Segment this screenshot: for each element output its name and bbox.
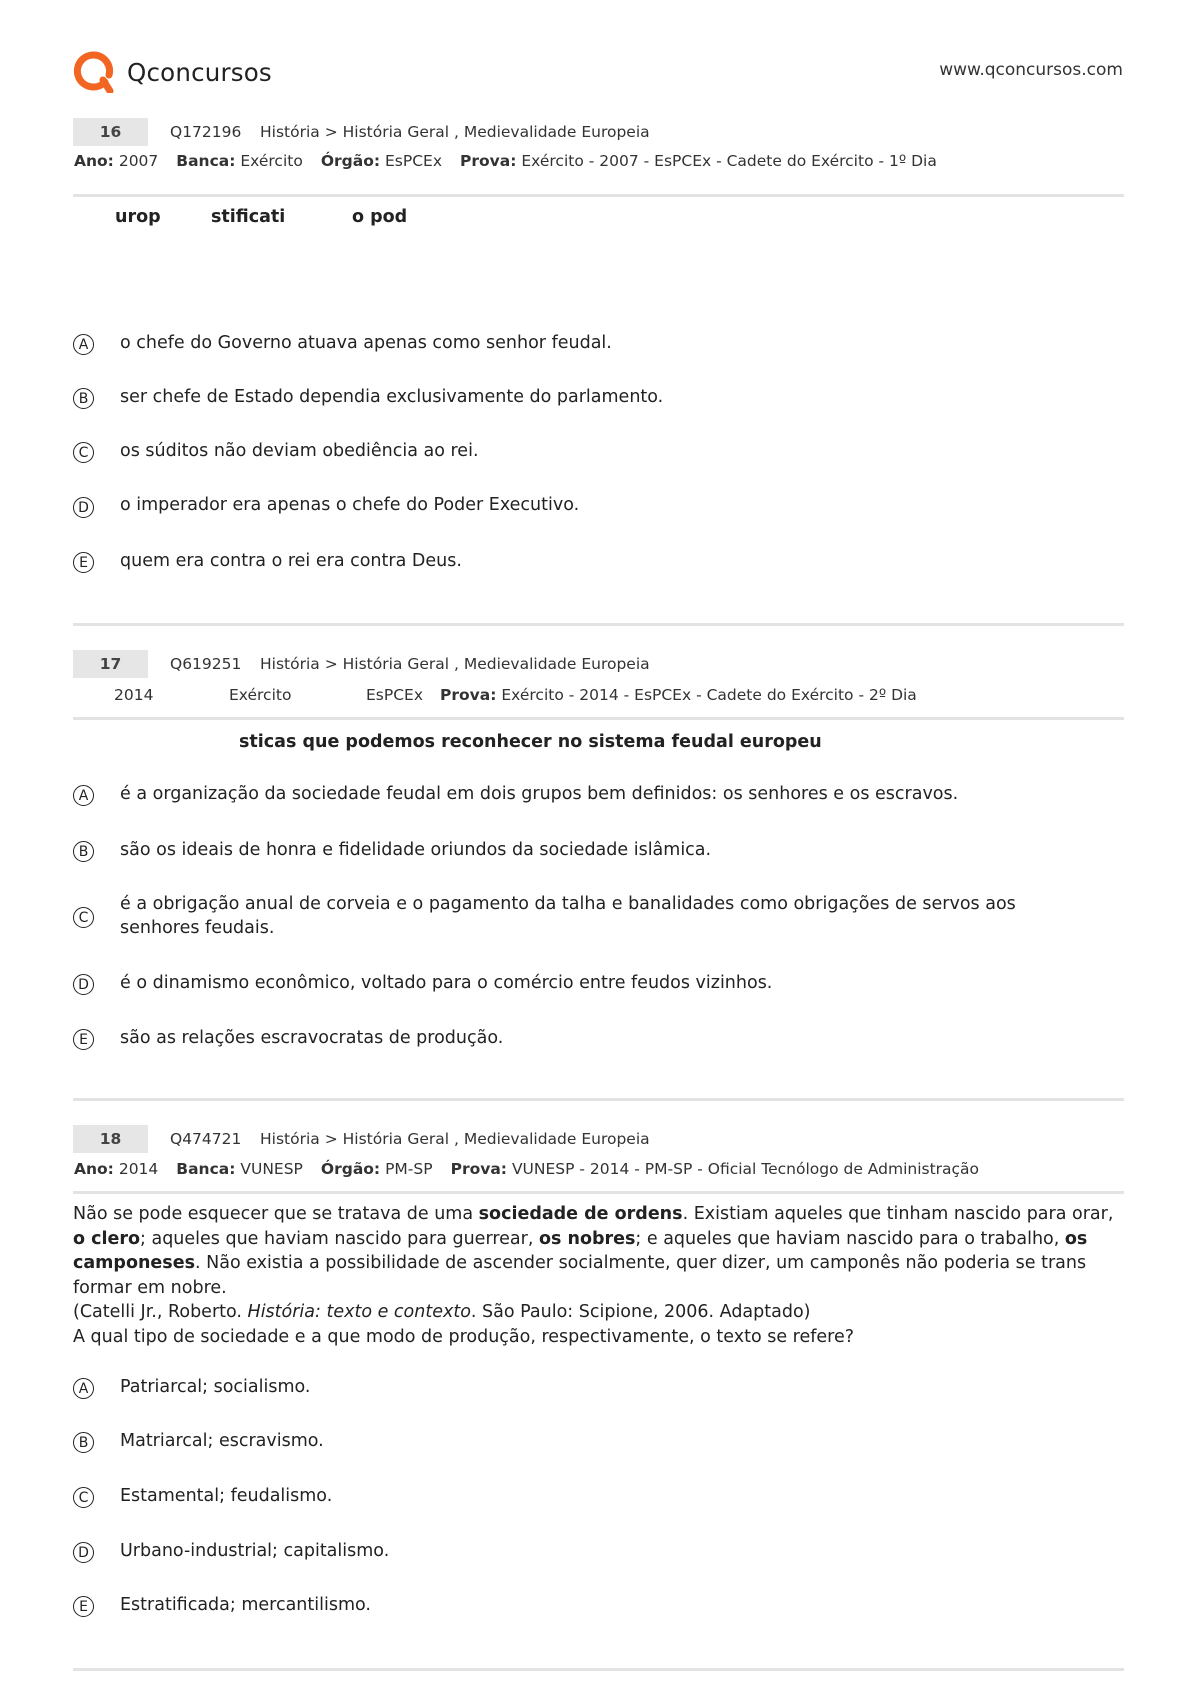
statement-text: ; aqueles que haviam nascido para guerrear, — [140, 1228, 539, 1249]
option-c-marker[interactable]: C — [73, 907, 94, 928]
site-url[interactable]: www.qconcursos.com — [939, 60, 1123, 80]
option-e-text[interactable]: são as relações escravocratas de produção. — [120, 1028, 504, 1048]
orgao-label: Órgão: — [320, 152, 381, 170]
option-b-text[interactable]: são os ideais de honra e fidelidade oriundos da sociedade islâmica. — [120, 840, 712, 860]
prova-label: Prova: — [440, 686, 497, 704]
option-c-text[interactable]: Estamental; feudalismo. — [120, 1486, 333, 1506]
option-d-marker[interactable]: D — [73, 1542, 94, 1563]
question-details — [74, 152, 937, 170]
banca-label: Banca: — [176, 152, 236, 170]
ano-value: 2007 — [118, 152, 159, 170]
statement-text: Não se pode esquecer que se tratava de uma — [73, 1204, 479, 1224]
citation: . São Paulo: Scipione, 2006. Adaptado) — [470, 1302, 811, 1322]
statement-text: ; e aqueles que haviam nascido para o trabalho, — [635, 1228, 1065, 1249]
banca-label: Banca: — [176, 1160, 236, 1178]
banca-value: Exército — [240, 152, 303, 170]
divider — [73, 194, 1124, 197]
prova-value: Exército - 2007 - EsPCEx - Cadete do Exército - 1º Dia — [521, 152, 937, 170]
option-d-text[interactable]: Urbano-industrial; capitalismo. — [120, 1541, 390, 1561]
option-e-marker[interactable]: E — [73, 1596, 94, 1617]
orgao-label: Órgão: — [320, 1160, 381, 1178]
option-a-text[interactable]: o chefe do Governo atuava apenas como senhor feudal. — [120, 333, 612, 353]
qconcursos-logo-icon — [73, 51, 115, 93]
option-b-marker[interactable]: B — [73, 388, 94, 409]
banca-value: VUNESP — [240, 1160, 303, 1178]
option-c-marker[interactable]: C — [73, 442, 94, 463]
citation: (Catelli Jr., Roberto. — [73, 1302, 248, 1322]
option-e-text[interactable]: quem era contra o rei era contra Deus. — [120, 551, 462, 571]
question-id[interactable]: Q474721 — [170, 1130, 242, 1148]
question-number: 16 — [73, 118, 148, 146]
orgao-value: EsPCEx — [366, 686, 424, 704]
statement-text: . Existiam aqueles que tinham nascido para orar, — [682, 1204, 1114, 1224]
question-id[interactable]: Q619251 — [170, 655, 242, 673]
question-id[interactable]: Q172196 — [170, 123, 242, 141]
question-details — [74, 1160, 979, 1178]
option-d-marker[interactable]: D — [73, 497, 94, 518]
option-e-text[interactable]: Estratificada; mercantilismo. — [120, 1595, 371, 1615]
option-a-marker[interactable]: A — [73, 334, 94, 355]
text-fragment: stificati — [211, 207, 286, 227]
brand-name: Qconcursos — [127, 57, 272, 87]
question-statement — [73, 1202, 1123, 1349]
question-number: 17 — [73, 650, 148, 678]
question-subject: História > História Geral , Medievalidade Europeia — [260, 655, 650, 673]
statement-emphasis: sociedade de ordens — [478, 1204, 683, 1224]
question-subject: História > História Geral , Medievalidade Europeia — [260, 1130, 650, 1148]
divider — [73, 1098, 1124, 1101]
divider — [73, 717, 1124, 720]
prova-label: Prova: — [460, 152, 517, 170]
ano-value: 2014 — [118, 1160, 159, 1178]
statement-emphasis: os camponeses — [73, 1228, 1088, 1273]
option-a-text[interactable]: é a organização da sociedade feudal em dois grupos bem definidos: os senhores e os escravos. — [120, 784, 959, 804]
divider — [73, 1191, 1124, 1194]
orgao-value: PM-SP — [385, 1160, 433, 1178]
option-a-text[interactable]: Patriarcal; socialismo. — [120, 1377, 311, 1397]
prova-value: VUNESP - 2014 - PM-SP - Oficial Tecnólogo de Administração — [511, 1160, 980, 1178]
banca-value: Exército — [229, 686, 292, 704]
option-b-marker[interactable]: B — [73, 841, 94, 862]
question-subject: História > História Geral , Medievalidade Europeia — [260, 123, 650, 141]
option-d-text[interactable]: o imperador era apenas o chefe do Poder Executivo. — [120, 495, 580, 515]
prova-label: Prova: — [450, 1160, 507, 1178]
option-e-marker[interactable]: E — [73, 552, 94, 573]
option-b-marker[interactable]: B — [73, 1432, 94, 1453]
option-c-text[interactable]: os súditos não deviam obediência ao rei. — [120, 441, 479, 461]
ano-label: Ano: — [74, 1160, 114, 1178]
orgao-value: EsPCEx — [385, 152, 443, 170]
option-c-marker[interactable]: C — [73, 1487, 94, 1508]
option-e-marker[interactable]: E — [73, 1029, 94, 1050]
option-c-text[interactable]: é a obrigação anual de corveia e o pagamento da talha e banalidades como obrigações de servos aos senhores feudais. — [120, 894, 1016, 938]
text-fragment: o pod — [352, 207, 408, 227]
option-d-text[interactable]: é o dinamismo econômico, voltado para o comércio entre feudos vizinhos. — [120, 973, 773, 993]
ano-label: Ano: — [74, 152, 114, 170]
citation-title: História: texto e contexto — [247, 1302, 471, 1322]
statement-emphasis: o clero — [73, 1228, 141, 1249]
statement-text: . Não existia a possibilidade de ascender socialmente, quer dizer, um camponês não poderia se trans formar em nobre. — [73, 1253, 1087, 1298]
question-number: 18 — [73, 1125, 148, 1153]
ano-value: 2014 — [114, 686, 154, 704]
option-b-text[interactable]: Matriarcal; escravismo. — [120, 1431, 324, 1451]
option-a-marker[interactable]: A — [73, 785, 94, 806]
divider — [73, 1668, 1124, 1671]
text-fragment: urop — [115, 207, 161, 227]
prova-value: Exército - 2014 - EsPCEx - Cadete do Exército - 2º Dia — [501, 686, 917, 704]
text-fragment: sticas que podemos reconhecer no sistema feudal europeu — [239, 732, 822, 752]
divider — [73, 623, 1124, 626]
option-b-text[interactable]: ser chefe de Estado dependia exclusivamente do parlamento. — [120, 387, 664, 407]
question-prompt: A qual tipo de sociedade e a que modo de produção, respectivamente, o texto se refere? — [73, 1326, 855, 1347]
brand-logo — [73, 49, 272, 95]
option-d-marker[interactable]: D — [73, 974, 94, 995]
statement-emphasis: os nobres — [538, 1228, 636, 1249]
option-a-marker[interactable]: A — [73, 1378, 94, 1399]
